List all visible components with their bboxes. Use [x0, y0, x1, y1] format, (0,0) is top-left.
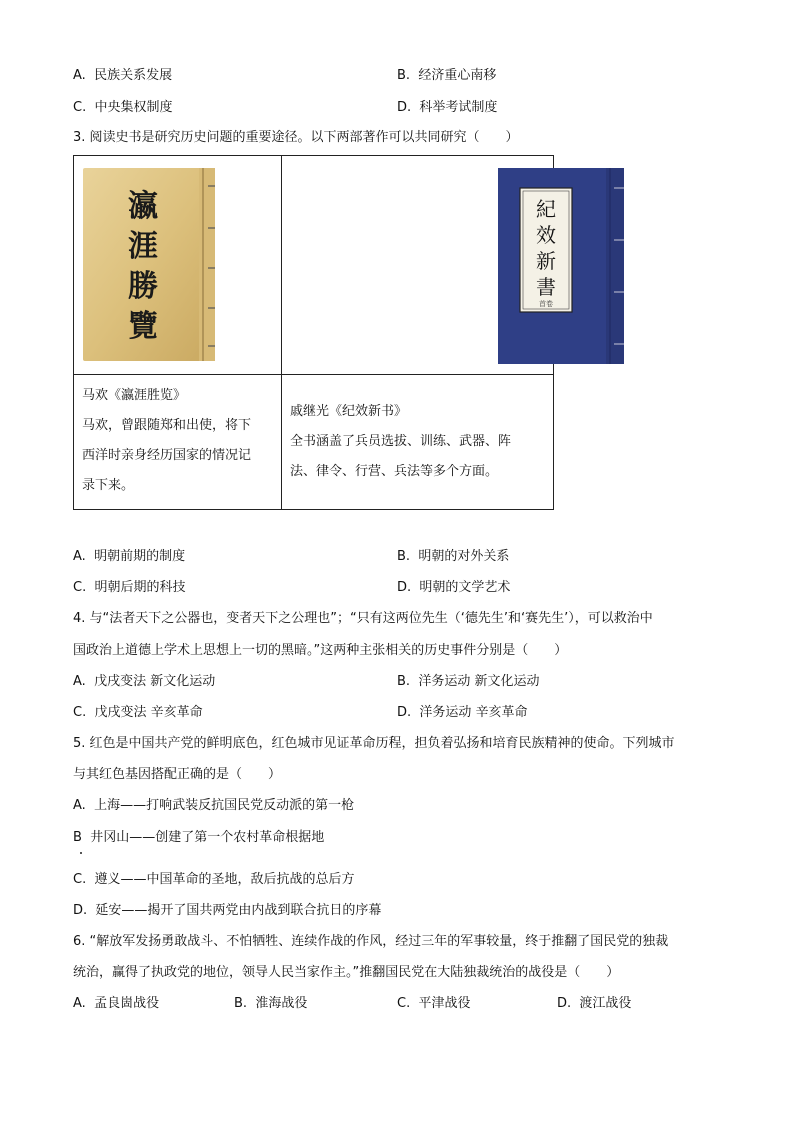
q6-option-c[interactable]	[397, 995, 471, 1013]
q3-option-d[interactable]	[397, 579, 510, 597]
q4-option-c[interactable]	[73, 704, 203, 722]
book2-title: 戚继光《纪效新书》	[290, 404, 408, 419]
option-letter: D.	[397, 100, 412, 115]
book2-image-cell	[282, 156, 554, 375]
q6-option-a[interactable]	[73, 995, 159, 1013]
option-text: 洋务运动 辛亥革命	[419, 705, 528, 720]
option-text: 经济重心南移	[418, 68, 497, 83]
option-text: 渡江战役	[579, 996, 632, 1011]
q3-stem: 3. 阅读史书是研究历史问题的重要途径。以下两部著作可以共同研究（ ）	[73, 130, 519, 145]
q5-option-a[interactable]	[73, 797, 354, 815]
q6-option-d[interactable]	[557, 995, 631, 1013]
option-text: 延安——揭开了国共两党由内战到联合抗日的序幕	[95, 903, 382, 918]
book2-text-cell	[282, 375, 554, 510]
book1-title: 马欢《瀛涯胜览》	[82, 388, 187, 403]
q5-option-d[interactable]	[73, 902, 381, 920]
book2-cover-char: 效	[536, 223, 556, 247]
q3-option-a[interactable]	[73, 548, 185, 566]
option-letter: C.	[73, 872, 87, 887]
option-letter: A.	[73, 798, 86, 813]
option-letter: D.	[73, 903, 88, 918]
q4-option-a[interactable]	[73, 673, 215, 691]
q3-option-b[interactable]	[397, 548, 509, 566]
q2-option-c[interactable]	[73, 99, 173, 117]
option-letter: A.	[73, 996, 86, 1011]
book1-cover-char: 覽	[127, 308, 158, 344]
q5-option-c[interactable]	[73, 871, 355, 889]
q5-option-b[interactable]	[73, 829, 324, 847]
option-text: 洋务运动 新文化运动	[418, 674, 540, 689]
option-text: 明朝前期的制度	[94, 549, 186, 564]
option-text: 平津战役	[418, 996, 471, 1011]
option-letter: C.	[73, 580, 87, 595]
q6-option-b[interactable]	[234, 995, 307, 1013]
stray-dot	[80, 852, 82, 854]
option-text: 上海——打响武装反抗国民党反动派的第一枪	[94, 798, 355, 813]
q4-option-d[interactable]	[397, 704, 528, 722]
option-text: 淮海战役	[255, 996, 308, 1011]
option-letter: D.	[397, 580, 412, 595]
q6-stem-line: 6. “解放军发扬勇敢战斗、不怕牺牲、连续作战的作风，经过三年的军事较量，终于推翻了国民党的独裁	[73, 934, 669, 949]
book2-cover-char: 書	[536, 275, 556, 299]
book1-desc-line: 录下来。	[82, 478, 135, 493]
book1-desc-line: 马欢，曾跟随郑和出使，将下	[82, 418, 252, 433]
book2-cover-image	[498, 168, 624, 364]
option-letter: A.	[73, 674, 86, 689]
option-text: 民族关系发展	[94, 68, 173, 83]
book1-cover-char: 瀛	[127, 188, 158, 224]
option-text: 明朝的文学艺术	[419, 580, 511, 595]
option-text: 戊戌变法 新文化运动	[94, 674, 216, 689]
option-letter: B.	[397, 549, 411, 564]
q4-stem-line: 国政治上道德上学术上思想上一切的黑暗。”这两种主张相关的历史事件分别是（ ）	[73, 643, 568, 658]
q2-option-d[interactable]	[397, 99, 497, 117]
option-letter: B.	[397, 674, 411, 689]
option-text: 井冈山——创建了第一个农村革命根据地	[90, 830, 325, 845]
option-letter: C.	[73, 705, 87, 720]
option-letter: D.	[557, 996, 572, 1011]
option-letter: B	[73, 830, 82, 845]
option-letter: D.	[397, 705, 412, 720]
option-letter: A.	[73, 549, 86, 564]
book1-cover-image	[83, 168, 215, 361]
option-letter: B.	[397, 68, 411, 83]
book2-desc-line: 法、律令、行营、兵法等多个方面。	[290, 464, 499, 479]
q4-option-b[interactable]	[397, 673, 539, 691]
option-text: 中央集权制度	[94, 100, 173, 115]
option-text: 孟良崮战役	[94, 996, 160, 1011]
book1-image-cell	[74, 156, 282, 375]
option-letter: B.	[234, 996, 248, 1011]
q2-option-a[interactable]	[73, 67, 172, 85]
option-letter: A.	[73, 68, 86, 83]
q3-option-c[interactable]	[73, 579, 186, 597]
q4-stem-line: 4. 与“法者天下之公器也，变者天下之公理也”；“只有这两位先生（‘德先生’和‘赛先生’），可以救治中	[73, 611, 653, 626]
option-text: 明朝后期的科技	[94, 580, 186, 595]
book2-desc-line: 全书涵盖了兵员选拔、训练、武器、阵	[290, 434, 512, 449]
q5-stem-line: 与其红色基因搭配正确的是（ ）	[73, 767, 282, 782]
book2-cover-char: 紀	[536, 197, 556, 221]
q6-stem-line: 统治，赢得了执政党的地位，领导人民当家作主。”推翻国民党在大陆独裁统治的战役是（ ）	[73, 965, 620, 980]
q5-stem-line: 5. 红色是中国共产党的鲜明底色，红色城市见证革命历程，担负着弘扬和培育民族精神的使命。下列城市	[73, 736, 675, 751]
book1-desc-line: 西洋时亲身经历国家的情况记	[82, 448, 252, 463]
q3-book-table	[73, 155, 554, 510]
q2-option-b[interactable]	[397, 67, 496, 85]
book1-cover-char: 涯	[127, 228, 158, 264]
option-letter: C.	[397, 996, 411, 1011]
option-text: 遵义——中国革命的圣地，敌后抗战的总后方	[94, 872, 355, 887]
option-letter: C.	[73, 100, 87, 115]
option-text: 科举考试制度	[419, 100, 498, 115]
book1-text-cell	[74, 375, 282, 510]
book2-cover-sub: 首卷	[539, 300, 553, 308]
option-text: 明朝的对外关系	[418, 549, 510, 564]
book1-cover-char: 勝	[127, 268, 158, 304]
book2-cover-char: 新	[536, 249, 556, 273]
option-text: 戊戌变法 辛亥革命	[94, 705, 203, 720]
